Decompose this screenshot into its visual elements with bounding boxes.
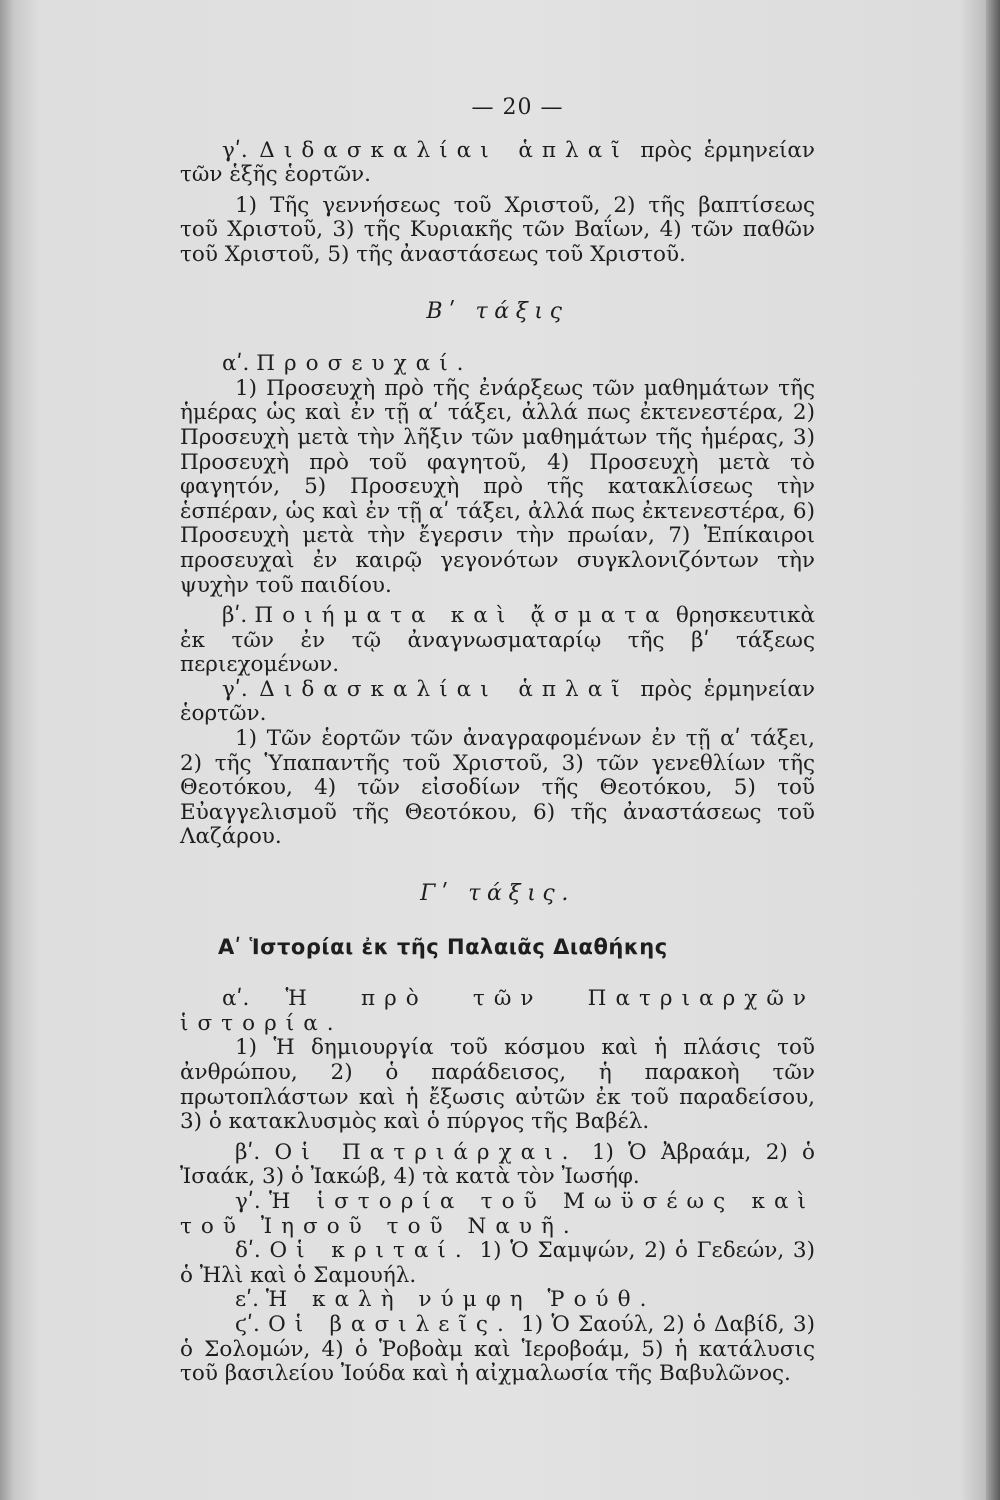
page-edge-shadow [986, 0, 1000, 1500]
b-a-text: 1) Προσευχὴ πρὸ τῆς ἐνάρξεως τῶν μαθημάτων τῆς ἡμέρας ὡς καὶ ἐν τῇ αʹ τάξει, ἀλλά πως ἐκτενεστέρα, 2) Προσευχὴ μετὰ τὴν λῆξιν τῶν μαθημάτων τῆς ἡμέρας, 3) Προσευχὴ πρὸ τοῦ φαγητοῦ, 4) Προσευχὴ μετὰ τὸ φαγητόν, 5) Προσευχὴ πρὸ τῆς κατακλίσεως τὴν ἑσπέραν, ὡς καὶ ἐν τῇ αʹ τάξει, ἀλλά πως ἐκτενεστέρα, 6) Προσευχὴ μετὰ τὴν ἔγερσιν τὴν πρωίαν, 7) Ἐπίκαιροι προσευχαὶ ἐν καιρῷ γεγονότων συγκλονιζόντων τὴν ψυχὴν τοῦ παιδίου. [180, 375, 815, 598]
intro-c-rest: πρὸς ἑρμηνείαν τῶν ἑξῆς ἑορτῶν. [180, 137, 815, 188]
b-a-title: Προσευχαί. [256, 351, 473, 377]
g-a-title: Ἡ πρὸ τῶν Πατριαρχῶν ἱστορία. [180, 986, 815, 1036]
b-taxis-heading: Βʹ τάξις [426, 298, 569, 324]
b-c-label: γʹ. [222, 676, 248, 702]
b-c-text: 1) Τῶν ἑορτῶν τῶν ἀναγραφομένων ἐν τῇ αʹ τάξει, 2) τῆς Ὑπαπαντῆς τοῦ Χριστοῦ, 3) τῶν γενεθλίων τῆς Θεοτόκου, 4) τῶν εἰσοδίων τῆς Θεοτόκου, 5) τοῦ Εὐαγγελισμοῦ τῆς Θεοτόκου, 6) τῆς ἀναστάσεως τοῦ Λαζάρου. [180, 726, 815, 850]
g-e-label: εʹ. [235, 1287, 259, 1313]
b-b-label: βʹ. [222, 603, 248, 629]
b-b-paragraph [180, 604, 815, 678]
g-b-label: βʹ. [235, 1139, 261, 1165]
g-a-text: 1) Ἡ δημιουργία τοῦ κόσμου καὶ ἡ πλάσις τοῦ ἀνθρώπου, 2) ὁ παράδεισος, ἡ παρακοὴ τῶν πρωτοπλάστων καὶ ἡ ἔξωσις αὐτῶν ἐκ τοῦ παραδείσου, 3) ὁ κατακλυσμὸς καὶ ὁ πύργος τῆς Βαβέλ. [180, 1035, 815, 1135]
b-a-heading [180, 352, 815, 377]
intro-c-label: γʹ. [222, 137, 248, 163]
b-a-label: αʹ. [222, 351, 250, 377]
g-e-title: Ἡ καλὴ νύμφη Ῥούθ. [265, 1287, 656, 1313]
g-a-heading [180, 987, 815, 1036]
g-f-label: ϛʹ. [235, 1311, 260, 1337]
g-d-paragraph [180, 1239, 815, 1288]
g-a-label: αʹ. [222, 986, 250, 1012]
b-b-title: Ποιήματα καὶ ᾄσματα [254, 603, 669, 629]
intro-c-list: 1) Τῆς γεννήσεως τοῦ Χριστοῦ, 2) τῆς βαπτίσεως τοῦ Χριστοῦ, 3) τῆς Κυριακῆς τῶν Βαΐων, 4) τῶν παθῶν τοῦ Χριστοῦ, 5) τῆς ἀναστάσεως τοῦ Χριστοῦ. [180, 192, 815, 267]
intro-c-paragraph [180, 139, 815, 188]
g-d-text: 1) Ὁ Σαμψών, 2) ὁ Γεδεών, 3) ὁ Ἠλὶ καὶ ὁ Σαμουήλ. [180, 1238, 816, 1288]
g-f-paragraph [180, 1313, 815, 1387]
g-f-title: Οἱ βασιλεῖς. [268, 1311, 513, 1337]
page-text-block [180, 96, 815, 1387]
g-b-paragraph [180, 1141, 815, 1190]
g-e-paragraph [180, 1288, 815, 1313]
page-number: — 20 — [471, 95, 564, 120]
b-c-rest: πρὸς ἑρμηνείαν ἑορτῶν. [180, 676, 815, 727]
g-subheading: Αʹ Ἱστορίαι ἐκ τῆς Παλαιᾶς Διαθήκης [218, 934, 668, 959]
b-c-paragraph [180, 678, 815, 727]
g-f-text: 1) Ὁ Σαούλ, 2) ὁ Δαβίδ, 3) ὁ Σολομών, 4) ὁ Ῥοβοὰμ καὶ Ἱεροβοάμ, 5) ἡ κατάλυσις τοῦ βασιλείου Ἰούδα καὶ ἡ αἰχμαλωσία τῆς Βαβυλῶνος. [180, 1311, 815, 1387]
b-b-rest: θρησκευτικὰ ἐκ τῶν ἐν τῷ ἀναγνωσματαρίῳ τῆς βʹ τάξεως περιεχομένων. [180, 603, 815, 678]
b-c-title: Διδασκαλίαι ἁπλαῖ [259, 676, 629, 702]
g-c-label: γʹ. [235, 1188, 261, 1214]
g-b-title: Οἱ Πατριάρχαι. [274, 1139, 578, 1165]
g-b-text: 1) Ὁ Ἀβραάμ, 2) ὁ Ἰσαάκ, 3) ὁ Ἰακώβ, 4) τὰ κατὰ τὸν Ἰωσήφ. [180, 1139, 815, 1190]
g-taxis-heading: Γʹ τάξις. [420, 881, 575, 907]
intro-c-title: Διδασκαλίαι ἁπλαῖ [259, 137, 629, 163]
g-c-title: Ἡ ἱστορία τοῦ Μωϋσέως καὶ τοῦ Ἰησοῦ τοῦ Ναυῆ. [180, 1188, 815, 1239]
g-c-paragraph [180, 1190, 815, 1239]
g-d-title: Οἱ κριταί. [269, 1238, 471, 1264]
g-d-label: δʹ. [235, 1238, 261, 1264]
